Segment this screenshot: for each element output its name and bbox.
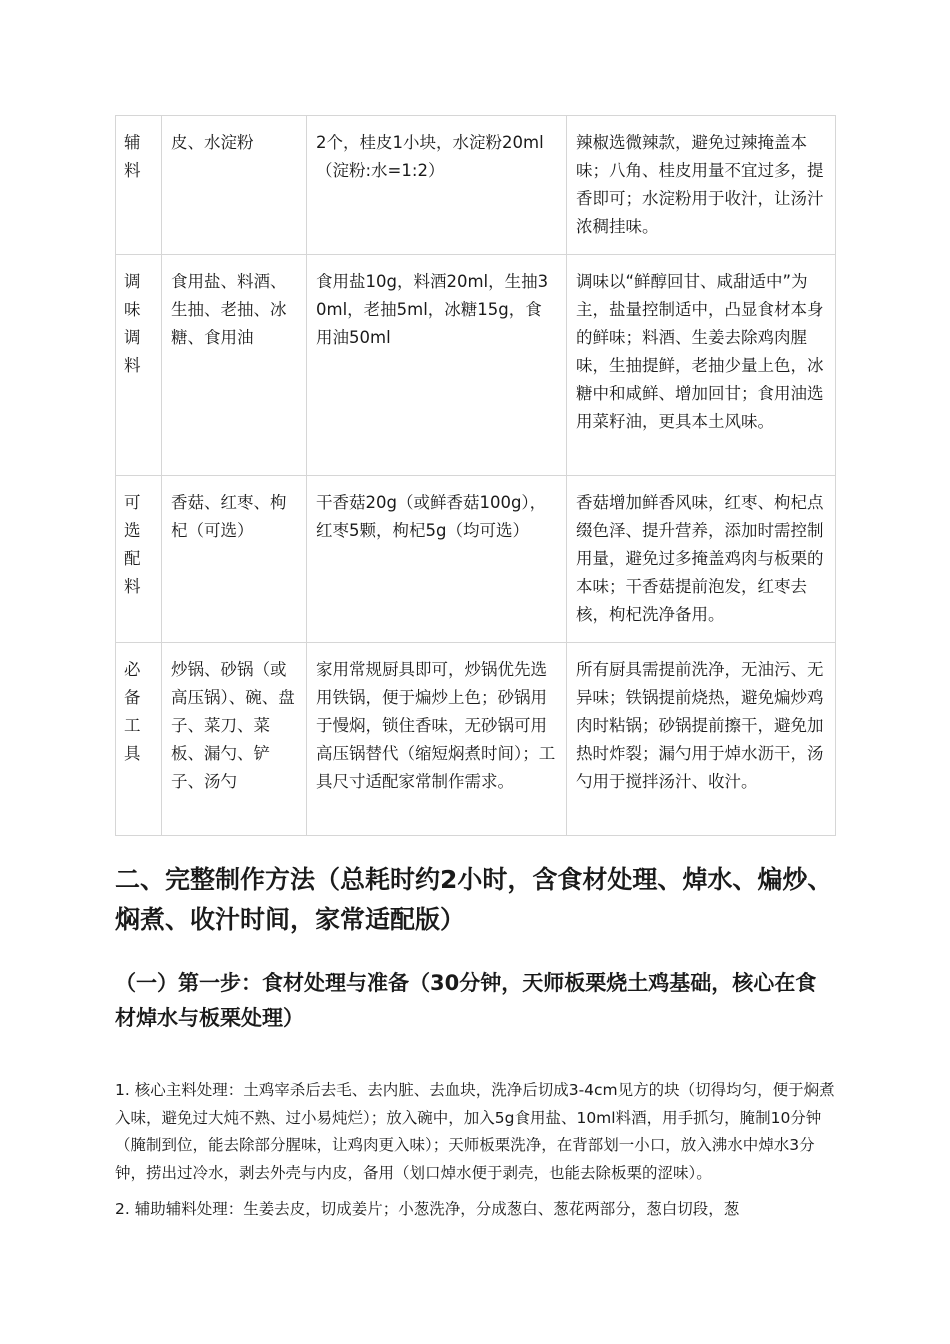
row-items: 皮、水淀粉 (162, 116, 307, 255)
row-category: 必备工具 (116, 643, 162, 836)
row-category: 调味调料 (116, 255, 162, 476)
section-heading: 二、完整制作方法（总耗时约2小时，含食材处理、焯水、煸炒、焖煮、收汁时间，家常适配版） (115, 865, 833, 934)
row-amount: 家用常规厨具即可，炒锅优先选用铁锅，便于煸炒上色；砂锅用于慢焖，锁住香味，无砂锅可用高压锅替代（缩短焖煮时间）；工具尺寸适配家常制作需求。 (307, 643, 567, 836)
row-category: 可选配料 (116, 476, 162, 643)
paragraph: 2. 辅助辅料处理：生姜去皮，切成姜片；小葱洗净，分成葱白、葱花两部分，葱白切段，葱 (115, 1200, 740, 1218)
row-items: 食用盐、料酒、生抽、老抽、冰糖、食用油 (162, 255, 307, 476)
row-amount: 食用盐10g，料酒20ml，生抽30ml，老抽5ml，冰糖15g，食用油50ml (307, 255, 567, 476)
step-heading: （一）第一步：食材处理与准备（30分钟，天师板栗烧土鸡基础，核心在食材焯水与板栗处理） (115, 971, 817, 1030)
table-row (116, 255, 836, 476)
row-category: 辅料 (116, 116, 162, 255)
row-notes: 调味以“鲜醇回甘、咸甜适中”为主，盐量控制适中，凸显食材本身的鲜味；料酒、生姜去除鸡肉腥味，生抽提鲜，老抽少量上色，冰糖中和咸鲜、增加回甘；食用油选用菜籽油，更具本土风味。 (567, 255, 836, 476)
row-notes: 所有厨具需提前洗净，无油污、无异味；铁锅提前烧热，避免煸炒鸡肉时粘锅；砂锅提前擦干，避免加热时炸裂；漏勺用于焯水沥干，汤勺用于搅拌汤汁、收汁。 (567, 643, 836, 836)
row-notes: 香菇增加鲜香风味，红枣、枸杞点缀色泽、提升营养，添加时需控制用量，避免过多掩盖鸡肉与板栗的本味；干香菇提前泡发，红枣去核，枸杞洗净备用。 (567, 476, 836, 643)
row-amount: 干香菇20g（或鲜香菇100g），红枣5颗，枸杞5g（均可选） (307, 476, 567, 643)
paragraph: 1. 核心主料处理：土鸡宰杀后去毛、去内脏、去血块，洗净后切成3-4cm见方的块（切得均匀，便于焖煮入味，避免过大炖不熟、过小易炖烂）；放入碗中，加入5g食用盐、10ml料酒，用手抓匀，腌制10分钟（腌制到位，能去除部分腥味，让鸡肉更入味）；天师板栗洗净，在背部划一小口，放入沸水中焯水3分钟，捞出过冷水，剥去外壳与内皮，备用（划口焯水便于剥壳，也能去除板栗的涩味）。 (115, 1081, 835, 1182)
row-items: 炒锅、砂锅（或高压锅）、碗、盘子、菜刀、菜板、漏勺、铲子、汤勺 (162, 643, 307, 836)
table-row (116, 476, 836, 643)
table-row (116, 116, 836, 255)
ingredients-table (115, 115, 836, 836)
row-amount: 2个，桂皮1小块，水淀粉20ml（淀粉:水=1:2） (307, 116, 567, 255)
row-notes: 辣椒选微辣款，避免过辣掩盖本味；八角、桂皮用量不宜过多，提香即可；水淀粉用于收汁，让汤汁浓稠挂味。 (567, 116, 836, 255)
table-row (116, 643, 836, 836)
row-items: 香菇、红枣、枸杞（可选） (162, 476, 307, 643)
